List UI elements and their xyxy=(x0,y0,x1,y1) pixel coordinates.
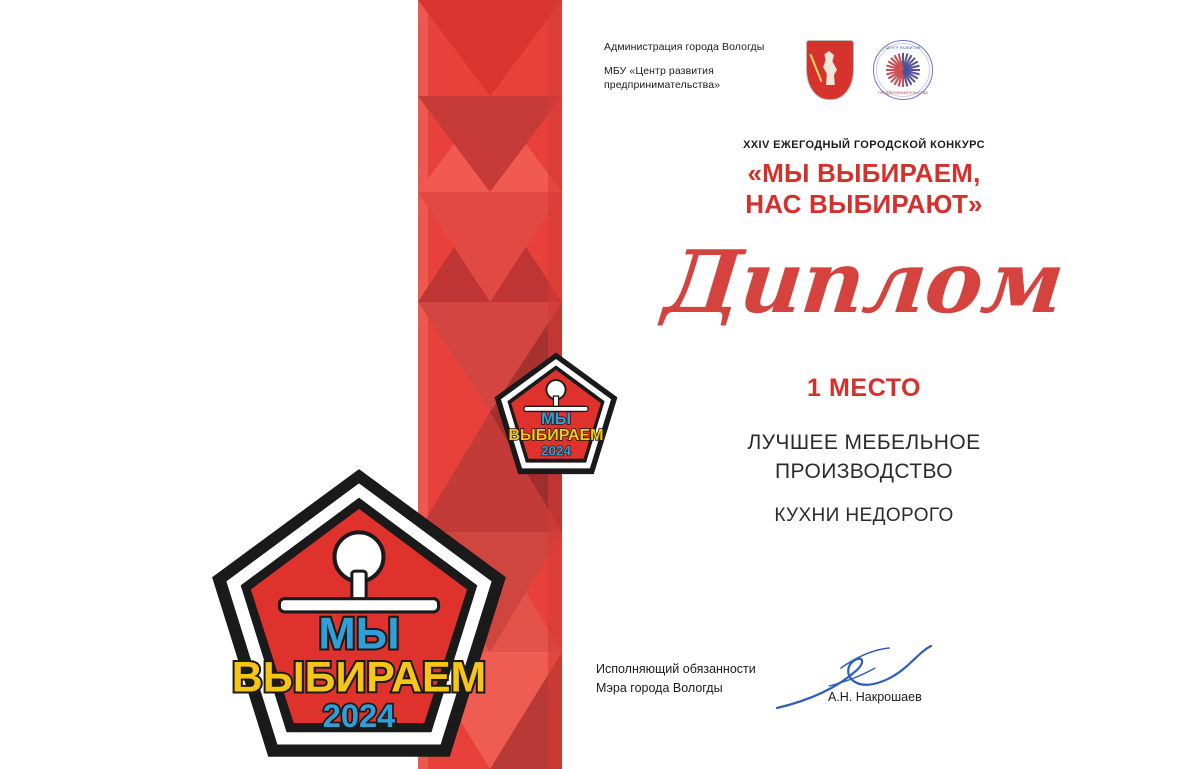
logo-word-bottom: ВЫБИРАЕМ xyxy=(508,427,604,445)
logo-word-bottom-large: ВЫБИРАЕМ xyxy=(231,653,487,702)
signatory-name: А.Н. Накрошаев xyxy=(828,690,922,704)
contest-title-line-1: «МЫ ВЫБИРАЕМ, xyxy=(747,158,981,188)
signature-role-line-2: Мэра города Вологды xyxy=(596,681,723,695)
contest-title-line-2: НАС ВЫБИРАЮТ» xyxy=(745,189,983,219)
organization-block xyxy=(604,40,804,92)
band-facet xyxy=(418,0,562,96)
nomination-line-1: ЛУЧШЕЕ МЕБЕЛЬНОЕ xyxy=(747,431,981,454)
signature-role-line-1: Исполняющий обязанности xyxy=(596,662,756,676)
handwritten-signature xyxy=(771,642,961,714)
band-facet xyxy=(418,96,562,192)
emblem-text-top: ЦЕНТР РАЗВИТИЯ xyxy=(885,46,921,50)
coat-of-arms-icon xyxy=(806,40,854,100)
org-line-administration: Администрация города Вологды xyxy=(604,41,765,53)
diploma-heading: Диплом xyxy=(659,232,1069,333)
entrepreneurship-center-emblem-icon xyxy=(873,40,933,100)
logo-word-top: МЫ xyxy=(540,409,572,429)
logo-year-large: 2024 xyxy=(322,697,396,735)
logo-word-top-large: МЫ xyxy=(318,607,400,659)
my-vybiraem-logo-small xyxy=(492,350,620,478)
nomination xyxy=(604,428,1124,486)
contest-kicker: XXIV ЕЖЕГОДНЫЙ ГОРОДСКОЙ КОНКУРС xyxy=(743,139,985,151)
place-award: 1 МЕСТО xyxy=(806,374,922,402)
contest-title xyxy=(604,158,1124,220)
emblem-text-bottom: ПРЕДПРИНИМАТЕЛЬСТВА xyxy=(877,91,929,95)
nomination-line-2: ПРОИЗВОДСТВО xyxy=(775,460,953,483)
signature-block xyxy=(596,660,1016,730)
my-vybiraem-logo-large xyxy=(206,463,512,769)
winner-name: КУХНИ НЕДОРОГО xyxy=(774,505,954,526)
logo-year: 2024 xyxy=(541,443,571,459)
band-facet xyxy=(418,192,562,302)
org-line-center: МБУ «Центр развития предпринимательства» xyxy=(604,65,721,91)
